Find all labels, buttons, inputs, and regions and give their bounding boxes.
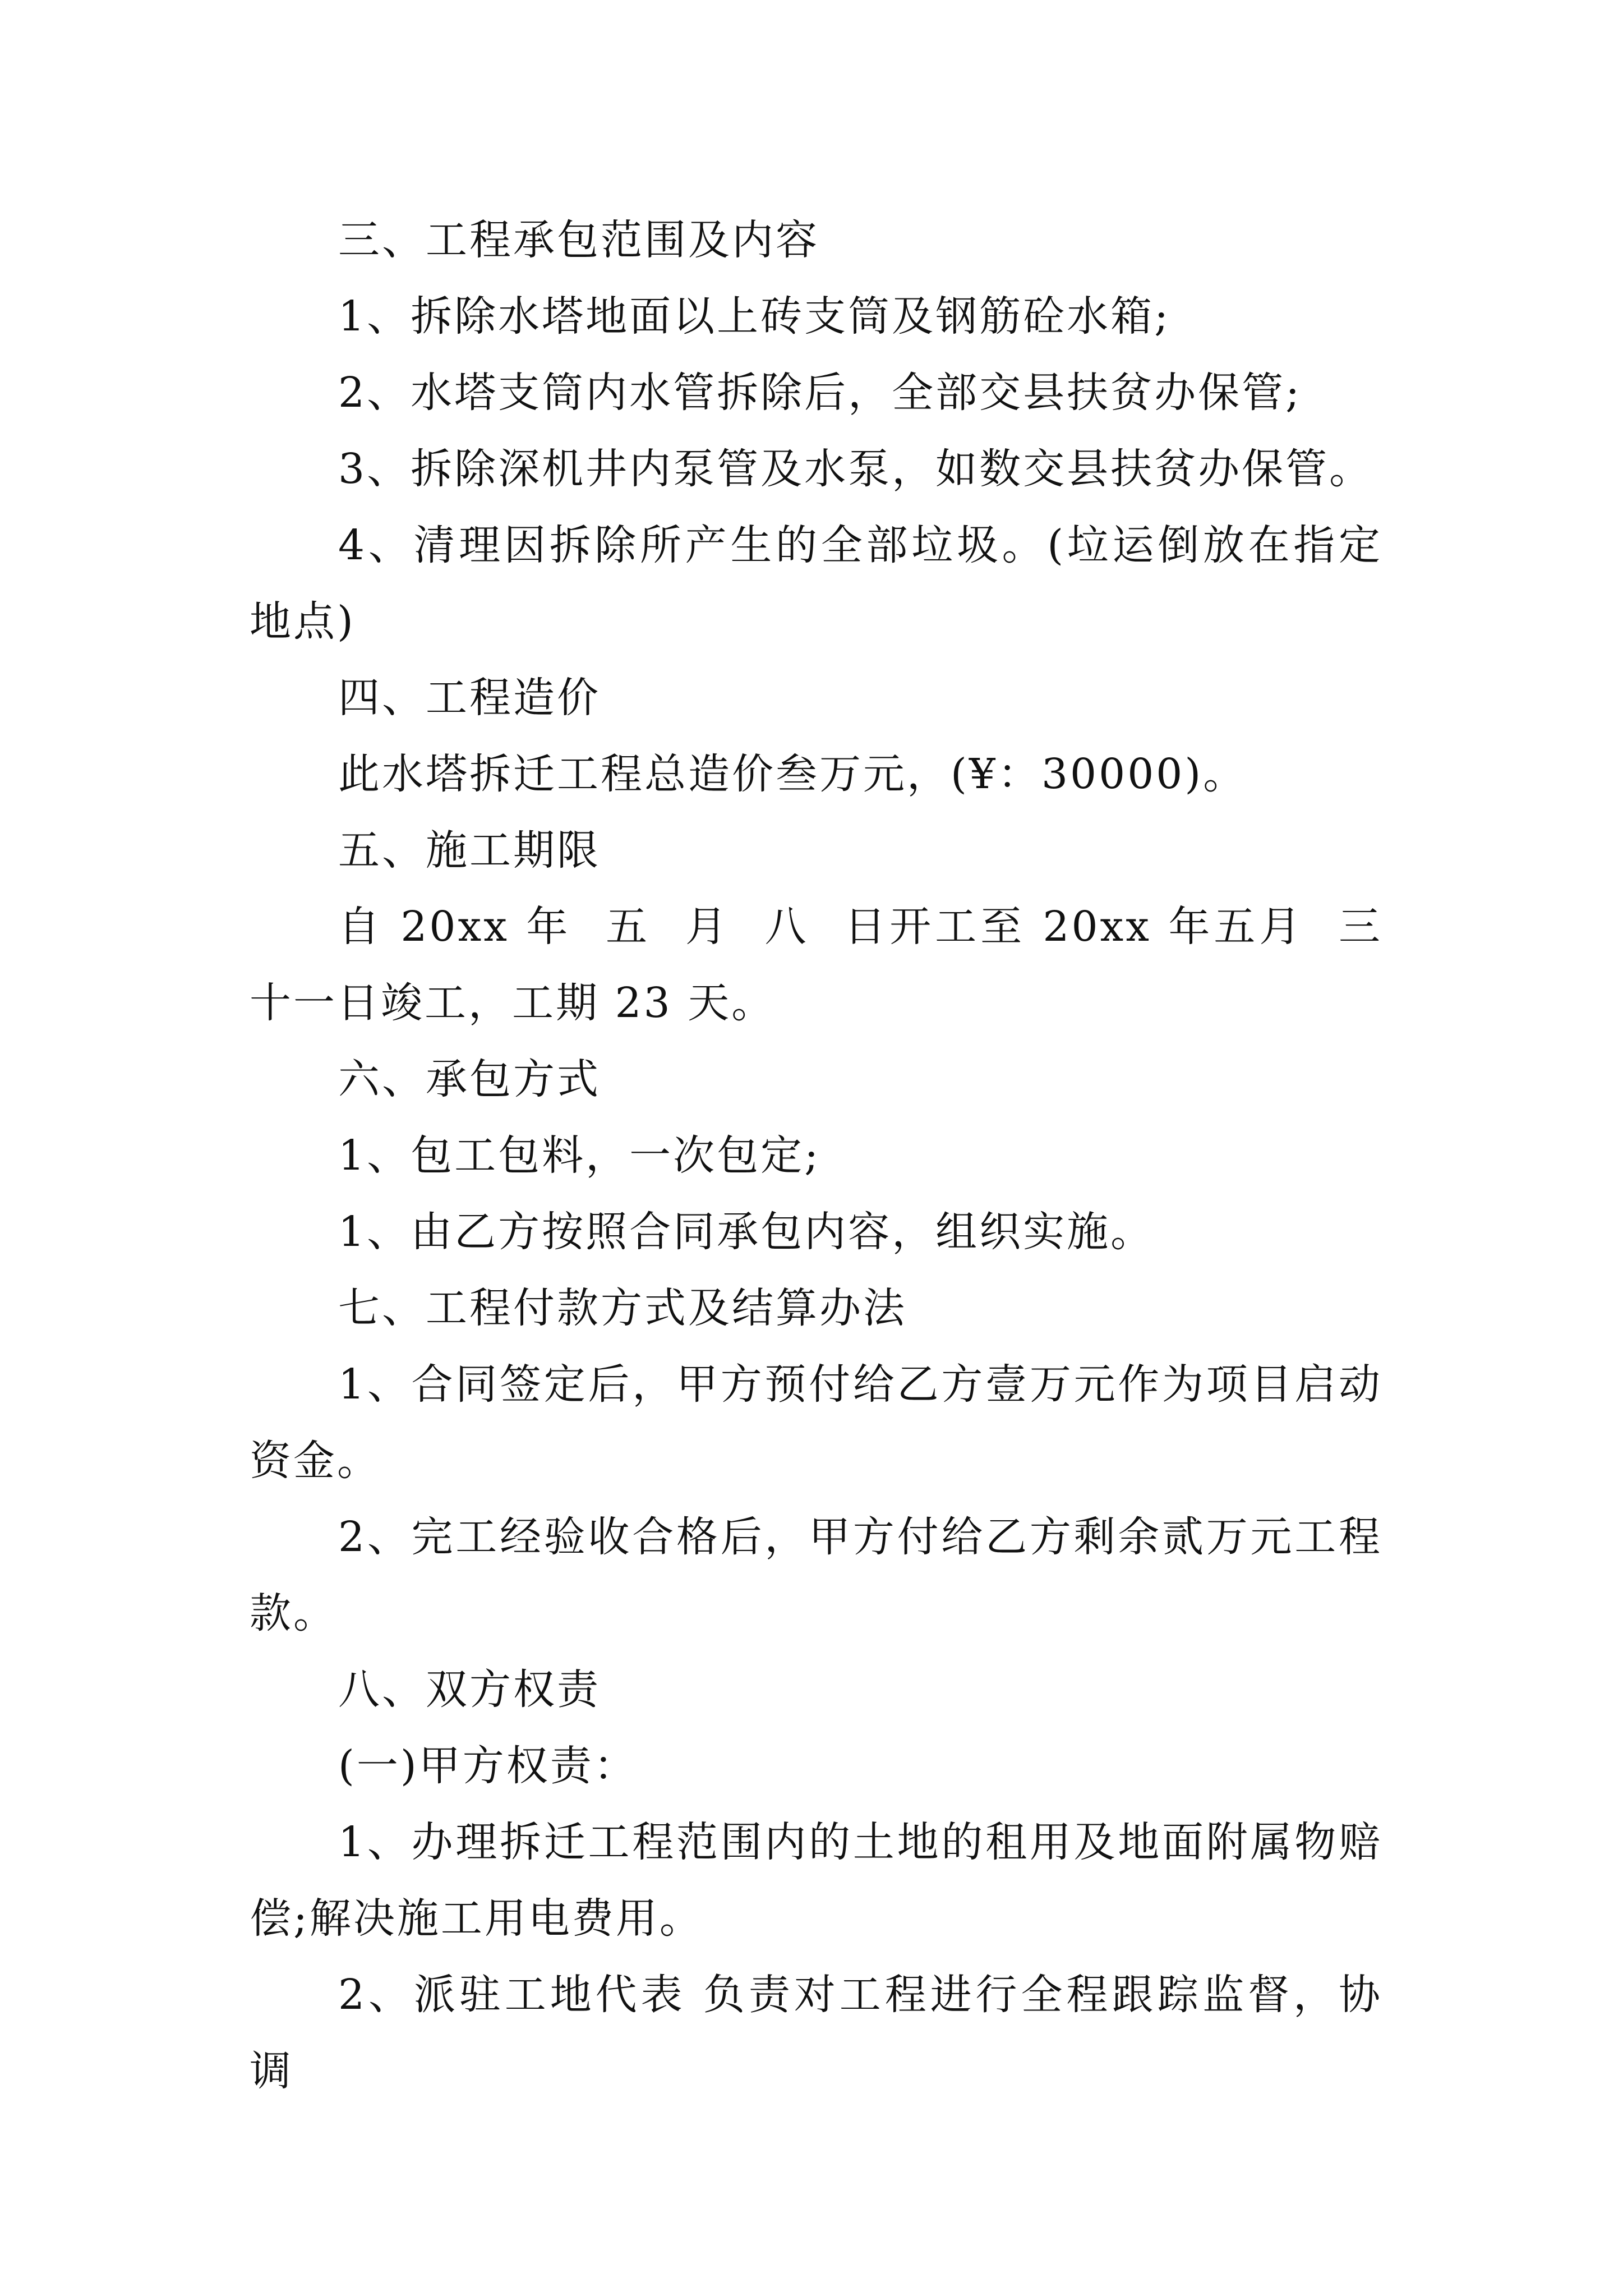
party-a-item-1: 1、办理拆迁工程范围内的土地的租用及地面附属物赔偿;解决施工用电费用。 [250,1818,1382,1943]
party-a-item-2: 2、派驻工地代表 负责对工程进行全程跟踪监督，协调 [250,1971,1382,2095]
scope-item-4: 4、清理因拆除所产生的全部垃圾。(垃运倒放在指定地点) [250,521,1382,646]
section-heading-rights: 八、双方权责 [338,1665,601,1714]
scope-item-1: 1、拆除水塔地面以上砖支筒及钢筋砼水箱; [338,292,1171,341]
subsection-heading-party-a: (一)甲方权责： [338,1742,638,1790]
payment-item-1: 1、合同签定后，甲方预付给乙方壹万元作为项目启动资金。 [250,1360,1382,1485]
section-heading-period: 五、施工期限 [338,826,601,875]
contract-mode-item-1: 1、包工包料，一次包定; [338,1131,821,1180]
section-heading-contract-mode: 六、承包方式 [338,1055,601,1103]
scope-item-3: 3、拆除深机井内泵管及水泵，如数交县扶贫办保管。 [338,445,1373,493]
contract-mode-item-2: 1、由乙方按照合同承包内容，组织实施。 [338,1208,1155,1256]
document-body [250,202,1382,2109]
section-heading-payment: 七、工程付款方式及结算办法 [338,1284,907,1332]
scope-item-2: 2、水塔支筒内水管拆除后，全部交县扶贫办保管; [338,369,1302,417]
section-heading-cost: 四、工程造价 [338,674,601,722]
cost-text: 此水塔拆迁工程总造价叁万元，(¥：30000)。 [338,750,1247,798]
period-text: 自 20xx 年 五 月 八 日开工至 20xx 年五月 三十一日竣工，工期 23 天。 [250,903,1382,1027]
section-heading-scope: 三、工程承包范围及内容 [338,216,819,264]
payment-item-2: 2、完工经验收合格后，甲方付给乙方剩余贰万元工程款。 [250,1513,1382,1637]
